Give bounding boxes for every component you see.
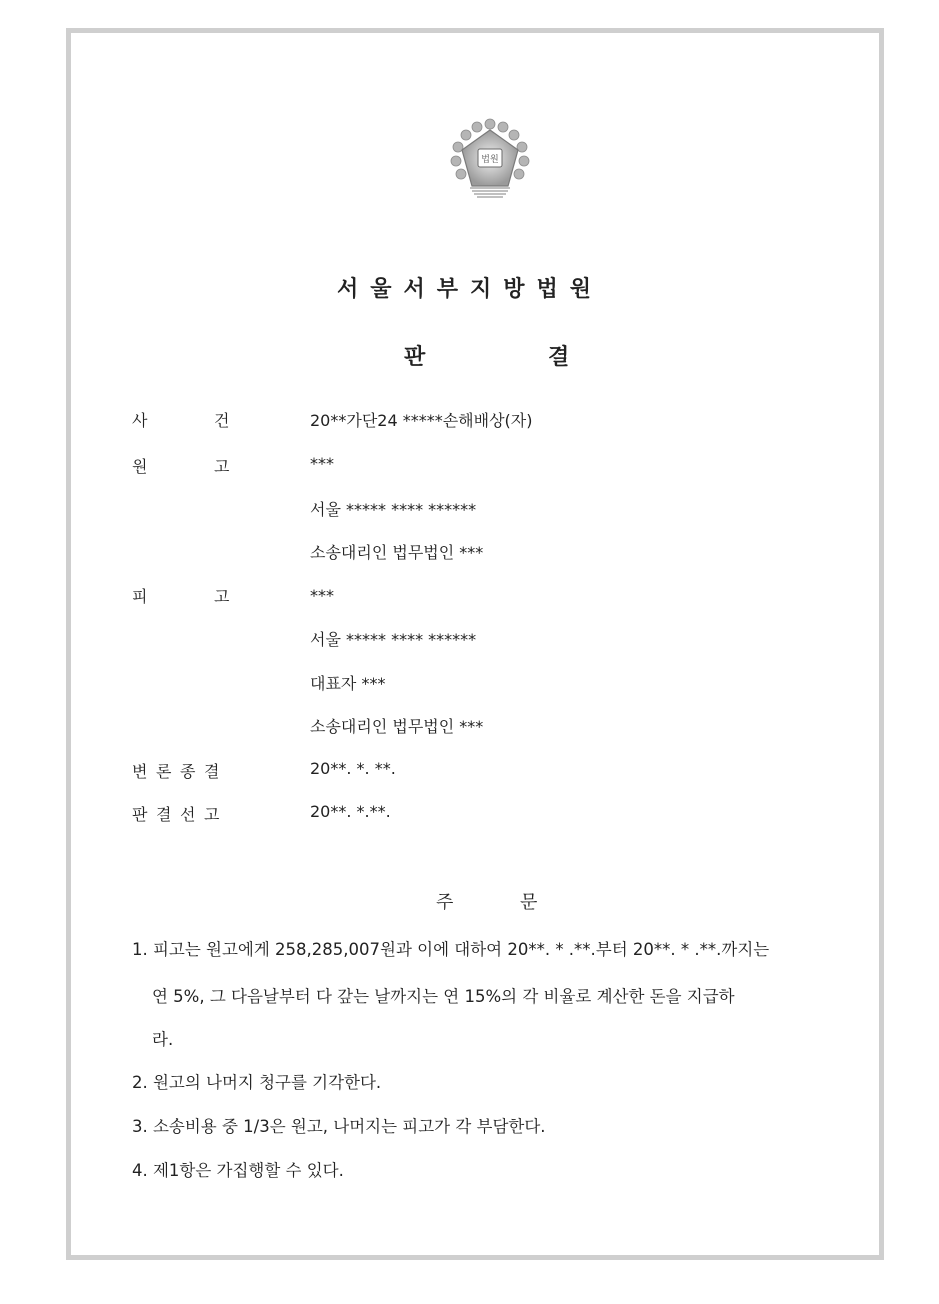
- plaintiff-attorney: 소송대리인 법무법인 ***: [310, 543, 484, 562]
- court-emblem-icon: [446, 116, 534, 200]
- label-defendant: 피 고: [132, 587, 230, 606]
- case-value: 20**가단24 *****손해배상(자): [310, 411, 533, 430]
- defendant-address: 서울 ***** **** ******: [310, 630, 477, 649]
- label-case: 사 건: [132, 411, 230, 430]
- label-plaintiff: 원 고: [132, 457, 230, 476]
- emblem-text: 법원: [481, 155, 499, 165]
- closing-date: 20**. *. **.: [310, 759, 396, 778]
- order-item-4: 4. 제1항은 가집행할 수 있다.: [132, 1161, 344, 1180]
- order-item-1-line-3: 라.: [152, 1030, 174, 1049]
- judgment-date: 20**. *.**.: [310, 802, 391, 821]
- order-title-first: 주: [436, 892, 454, 913]
- plaintiff-address: 서울 ***** **** ******: [310, 500, 477, 519]
- document-title-first: 판: [404, 345, 426, 370]
- order-item-3: 3. 소송비용 중 1/3은 원고, 나머지는 피고가 각 부담한다.: [132, 1117, 546, 1136]
- court-name: 서울서부지방법원: [336, 277, 604, 302]
- order-item-2: 2. 원고의 나머지 청구를 기각한다.: [132, 1073, 382, 1092]
- order-item-1-line-2: 연 5%, 그 다음날부터 다 갚는 날까지는 연 15%의 각 비율로 계산한 돈을 지급하: [152, 987, 735, 1006]
- label-closing-of-argument: 변 론 종 결: [132, 762, 220, 781]
- defendant-representative: 대표자 ***: [310, 674, 386, 693]
- label-judgment-pronouncement: 판 결 선 고: [132, 805, 220, 824]
- order-item-1-line-1: 1. 피고는 원고에게 258,285,007원과 이에 대하여 20**. * .**.부터 20**. * .**.까지는: [132, 940, 770, 959]
- document-title-second: 결: [548, 345, 570, 370]
- order-title-second: 문: [520, 892, 538, 913]
- plaintiff-name: ***: [310, 454, 334, 473]
- defendant-name: ***: [310, 586, 334, 605]
- defendant-attorney: 소송대리인 법무법인 ***: [310, 717, 484, 736]
